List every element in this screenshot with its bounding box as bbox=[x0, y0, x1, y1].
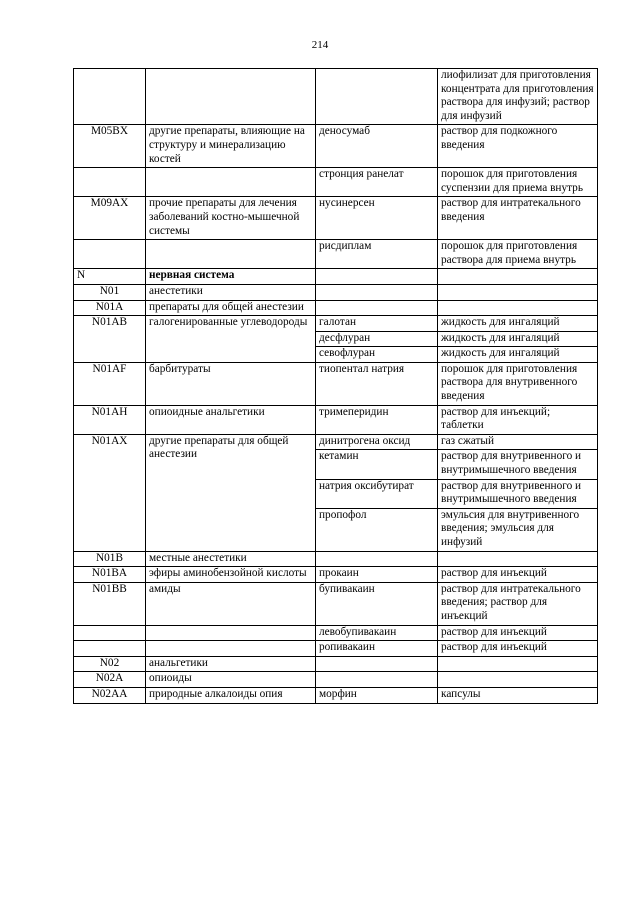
group-name: препараты для общей анестезии bbox=[146, 300, 316, 316]
drug-name: натрия оксибутират bbox=[316, 479, 438, 508]
medication-table bbox=[73, 68, 598, 704]
dosage-form: жидкость для ингаляций bbox=[438, 316, 598, 332]
drug-name: тиопентал натрия bbox=[316, 362, 438, 405]
group-name: прочие препараты для лечения заболеваний костно-мышечной системы bbox=[146, 197, 316, 240]
drug-name: деносумаб bbox=[316, 125, 438, 168]
group-name: амиды bbox=[146, 582, 316, 625]
drug-name: нусинерсен bbox=[316, 197, 438, 240]
table-row bbox=[74, 240, 598, 269]
drug-name: динитрогена оксид bbox=[316, 434, 438, 450]
atc-code bbox=[74, 240, 146, 269]
table-row bbox=[74, 582, 598, 625]
group-name: нервная система bbox=[146, 269, 316, 285]
dosage-form bbox=[438, 269, 598, 285]
drug-name bbox=[316, 269, 438, 285]
atc-code: N01BB bbox=[74, 582, 146, 625]
atc-code: N01AB bbox=[74, 316, 146, 363]
group-name bbox=[146, 168, 316, 197]
dosage-form: газ сжатый bbox=[438, 434, 598, 450]
dosage-form: раствор для подкожного введения bbox=[438, 125, 598, 168]
dosage-form: порошок для приготовления раствора для приема внутрь bbox=[438, 240, 598, 269]
dosage-form bbox=[438, 672, 598, 688]
atc-code: N02A bbox=[74, 672, 146, 688]
group-name: эфиры аминобензойной кислоты bbox=[146, 567, 316, 583]
group-name: анальгетики bbox=[146, 656, 316, 672]
table-row bbox=[74, 641, 598, 657]
dosage-form: раствор для интратекального введения bbox=[438, 197, 598, 240]
dosage-form bbox=[438, 656, 598, 672]
table-row bbox=[74, 69, 598, 125]
drug-name: стронция ранелат bbox=[316, 168, 438, 197]
dosage-form: эмульсия для внутривенного введения; эмульсия для инфузий bbox=[438, 508, 598, 551]
drug-name: десфлуран bbox=[316, 331, 438, 347]
atc-code: N01AH bbox=[74, 405, 146, 434]
drug-name: севофлуран bbox=[316, 347, 438, 363]
group-name: другие препараты для общей анестезии bbox=[146, 434, 316, 551]
group-name bbox=[146, 625, 316, 641]
dosage-form: раствор для инъекций bbox=[438, 641, 598, 657]
atc-code: M09AX bbox=[74, 197, 146, 240]
group-name: опиоидные анальгетики bbox=[146, 405, 316, 434]
atc-code bbox=[74, 69, 146, 125]
table-row bbox=[74, 567, 598, 583]
drug-name: левобупивакаин bbox=[316, 625, 438, 641]
drug-name bbox=[316, 69, 438, 125]
atc-code: N01A bbox=[74, 300, 146, 316]
table-row bbox=[74, 125, 598, 168]
table-row bbox=[74, 269, 598, 285]
drug-name bbox=[316, 284, 438, 300]
group-name bbox=[146, 69, 316, 125]
atc-code: N01AF bbox=[74, 362, 146, 405]
drug-name bbox=[316, 300, 438, 316]
dosage-form: раствор для инъекций bbox=[438, 625, 598, 641]
dosage-form: раствор для инъекций bbox=[438, 567, 598, 583]
dosage-form: капсулы bbox=[438, 687, 598, 703]
drug-name bbox=[316, 551, 438, 567]
table-row bbox=[74, 300, 598, 316]
atc-code: N bbox=[74, 269, 146, 285]
drug-name: прокаин bbox=[316, 567, 438, 583]
table-row bbox=[74, 197, 598, 240]
atc-code: N02AA bbox=[74, 687, 146, 703]
table-row bbox=[74, 362, 598, 405]
atc-code: N02 bbox=[74, 656, 146, 672]
drug-name: галотан bbox=[316, 316, 438, 332]
drug-name: тримеперидин bbox=[316, 405, 438, 434]
table-row bbox=[74, 625, 598, 641]
dosage-form: раствор для внутривенного и внутримышечного введения bbox=[438, 450, 598, 479]
table-row bbox=[74, 405, 598, 434]
group-name: другие препараты, влияющие на структуру и минерализацию костей bbox=[146, 125, 316, 168]
group-name: галогенированные углеводороды bbox=[146, 316, 316, 363]
drug-name: бупивакаин bbox=[316, 582, 438, 625]
table-row bbox=[74, 284, 598, 300]
dosage-form: раствор для инъекций; таблетки bbox=[438, 405, 598, 434]
table-row bbox=[74, 434, 598, 450]
table-row bbox=[74, 687, 598, 703]
drug-name: ропивакаин bbox=[316, 641, 438, 657]
drug-name: рисдиплам bbox=[316, 240, 438, 269]
dosage-form: жидкость для ингаляций bbox=[438, 331, 598, 347]
dosage-form bbox=[438, 551, 598, 567]
drug-name bbox=[316, 656, 438, 672]
page-number: 214 bbox=[311, 39, 329, 51]
dosage-form bbox=[438, 300, 598, 316]
table-row bbox=[74, 656, 598, 672]
atc-code: N01BA bbox=[74, 567, 146, 583]
group-name: опиоиды bbox=[146, 672, 316, 688]
drug-name: морфин bbox=[316, 687, 438, 703]
dosage-form: раствор для внутривенного и внутримышечного введения bbox=[438, 479, 598, 508]
group-name: природные алкалоиды опия bbox=[146, 687, 316, 703]
group-name: местные анестетики bbox=[146, 551, 316, 567]
atc-code: N01AX bbox=[74, 434, 146, 551]
dosage-form: жидкость для ингаляций bbox=[438, 347, 598, 363]
dosage-form: лиофилизат для приготовления концентрата для приготовления раствора для инфузий; раствор для инфузий bbox=[438, 69, 598, 125]
drug-name bbox=[316, 672, 438, 688]
atc-code bbox=[74, 625, 146, 641]
dosage-form: порошок для приготовления суспензии для приема внутрь bbox=[438, 168, 598, 197]
atc-code bbox=[74, 641, 146, 657]
dosage-form: порошок для приготовления раствора для внутривенного введения bbox=[438, 362, 598, 405]
atc-code bbox=[74, 168, 146, 197]
table-row bbox=[74, 168, 598, 197]
group-name: анестетики bbox=[146, 284, 316, 300]
drug-name: кетамин bbox=[316, 450, 438, 479]
dosage-form: раствор для интратекального введения; раствор для инъекций bbox=[438, 582, 598, 625]
atc-code: N01B bbox=[74, 551, 146, 567]
drug-name: пропофол bbox=[316, 508, 438, 551]
group-name bbox=[146, 641, 316, 657]
table-row bbox=[74, 551, 598, 567]
group-name: барбитураты bbox=[146, 362, 316, 405]
atc-code: M05BX bbox=[74, 125, 146, 168]
group-name bbox=[146, 240, 316, 269]
table-row bbox=[74, 672, 598, 688]
atc-code: N01 bbox=[74, 284, 146, 300]
table-row bbox=[74, 316, 598, 332]
dosage-form bbox=[438, 284, 598, 300]
